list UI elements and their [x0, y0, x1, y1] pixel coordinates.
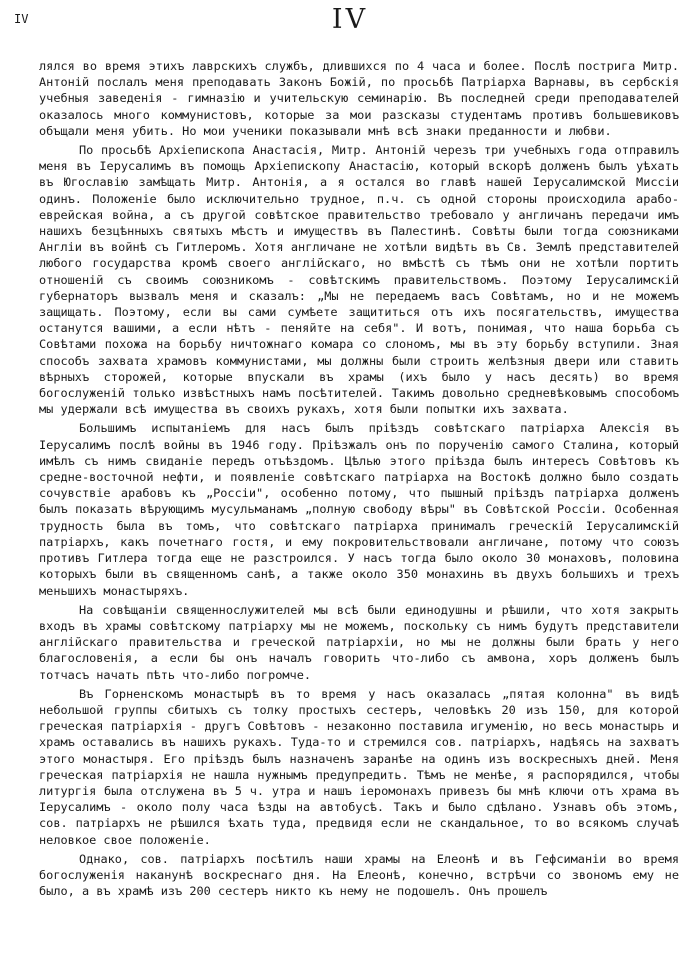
paragraph: Однако, сов. патріархъ посѣтилъ наши храмы на Елеонѣ и въ Гефсиманіи во время богослуженія наканунѣ воскреснаго дня. На Елеонѣ, конечно, встрѣчи со звономъ ему не было, а въ храмѣ изъ 200 сестеръ никто къ нему не подошелъ. Онъ прошелъ	[39, 851, 679, 899]
paragraph: лялся во время этихъ лаврскихъ службъ, длившихся по 4 часа и более. Послѣ пострига Митр. Антоній послалъ меня преподавать Законъ Божій, по просьбѣ Патріарха Варнавы, въ сербскія учебныя заведенія - гимназію и учительскую семинарію. Въ последней среди преподавателей оказалось много коммунистовъ, которые за мои разсказы студентамъ противъ большевиковъ объщали меня убить. Но мои ученики показывали мнѣ всѣ знаки преданности и любви.	[39, 59, 679, 138]
handwritten-page-number: IV	[331, 4, 369, 35]
paragraph: По просьбѣ Архіепископа Анастасія, Митр. Антоній черезъ три учебныхъ года отправилъ меня въ Іерусалимъ въ помощь Архіепископу Анастасію, который вскорѣ долженъ былъ уѣхать въ Югославію замѣщать Митр. Антонія, а я остался во главѣ нашей Іерусалимской Миссіи одинъ. Положеніе было исключительно трудное, п.ч. съ одной стороны происходила арабо-еврейская война, а съ другой совѣтское правительство требовало у англичанъ передачи имъ нашихъ безцѣнныхъ святыхъ мѣстъ и имуществъ въ Палестинѣ. Совѣты были тогда союзниками Англіи въ войнѣ съ Гитлеромъ. Хотя англичане не хотѣли видѣть въ Св. Землѣ представителей любого государства кромѣ своего англійскаго, но вмѣстѣ съ тѣмъ они не хотѣли портить отношеній съ своимъ союзникомъ - совѣтскимъ правительствомъ. Поэтому Іерусалимскій губернаторъ вызвалъ меня и сказалъ: „Мы не передаемъ васъ Совѣтамъ, но и не можемъ защищать. Поэтому, если вы сами сумѣете защититься отъ ихъ посягательствъ, имущества останутся вашими, а если нѣтъ - пеняйте на себя". И вотъ, понимая, что наша борьба съ Совѣтами похожа на борьбу ничтожнаго комара со слономъ, мы въ эту борьбу вступили. Зная способъ захвата храмовъ коммунистами, мы должны были строить желѣзныя двери или ставить вѣрныхъ сторожей, которые впускали въ храмы (ихъ было у насъ десять) во время богослуженій только извѣстныхъ намъ посѣтителей. Такимъ довольно средневѣковымъ способомъ мы удержали всѣ имущества въ своихъ рукахъ, хотя были попытки ихъ захвата.	[39, 143, 679, 417]
page-number: IV	[14, 12, 29, 26]
body-text	[39, 58, 679, 902]
paragraph: Большимъ испытаніемъ для насъ былъ пріѣздъ совѣтскаго патріарха Алексія въ Іерусалимъ послѣ войны въ 1946 году. Пріѣзжалъ онъ по порученію самого Сталина, который имѣлъ съ нимъ свиданіе передъ отъѣздомъ. Цѣлью этого пріѣзда былъ интересъ Совѣтовъ къ средне-восточной нефти, и появленіе совѣтскаго патріарха на Востокѣ должно было создать сочувствіе арабовъ къ „Россіи", особенно потому, что пышный пріѣздъ патріарха долженъ былъ показать вѣрующимъ мусульманамъ „полную свободу вѣры" въ Совѣтской Россіи. Особенная трудность была въ томъ, что совѣтскаго патріарха принималъ греческій Іерусалимскій патріархъ, какъ почетнаго гостя, и ему покровительствовали англичане, потому что союзъ противъ Гитлера тогда еще не разстроился. У насъ тогда было около 30 монаховъ, половина которыхъ были въ священномъ санѣ, а также около 350 монахинь въ двухъ большихъ и трехъ меньшихъ монастыряхъ.	[39, 421, 679, 598]
paragraph: На совѣщаніи священнослужителей мы всѣ были единодушны и рѣшили, что хотя закрыть входъ въ храмы совѣтскому патріарху мы не можемъ, поскольку съ нимъ будутъ представители англійскаго правительства и греческой патріархіи, но мы не должны были брать у него благословенія, а если бы онъ началъ говорить что-либо съ амвона, хоръ долженъ былъ тотчасъ начать пѣть что-либо погромче.	[39, 602, 679, 682]
paragraph: Въ Горненскомъ монастырѣ въ то время у насъ оказалась „пятая колонна" въ видѣ небольшой группы сбитыхъ съ толку простыхъ сестеръ, человѣкъ 20 изъ 150, для которой греческая патріархія - другъ Совѣтовъ - незаконно поставила игуменію, но весь монастырь и храмъ оставались въ нашихъ рукахъ. Туда-то и стремился сов. патріархъ, надѣясь на захватъ этого монастыря. Его пріѣздъ былъ назначенъ заранѣе на одинъ изъ воскресныхъ дней. Меня греческая патріархія не нашла нужнымъ предупредить. Тѣмъ не менѣе, я распорядился, чтобы литургія была отслужена въ 5 ч. утра и нашъ іеромонахъ привезъ бы мнѣ ключи отъ храма въ Іерусалимъ - около полу часа ѣзды на автобусѣ. Такъ и было сдѣлано. Узнавъ объ этомъ, сов. патріархъ не рѣшился ѣхать туда, предвидя если не скандальное, то во всякомъ случаѣ неловкое свое положеніе.	[39, 686, 679, 847]
